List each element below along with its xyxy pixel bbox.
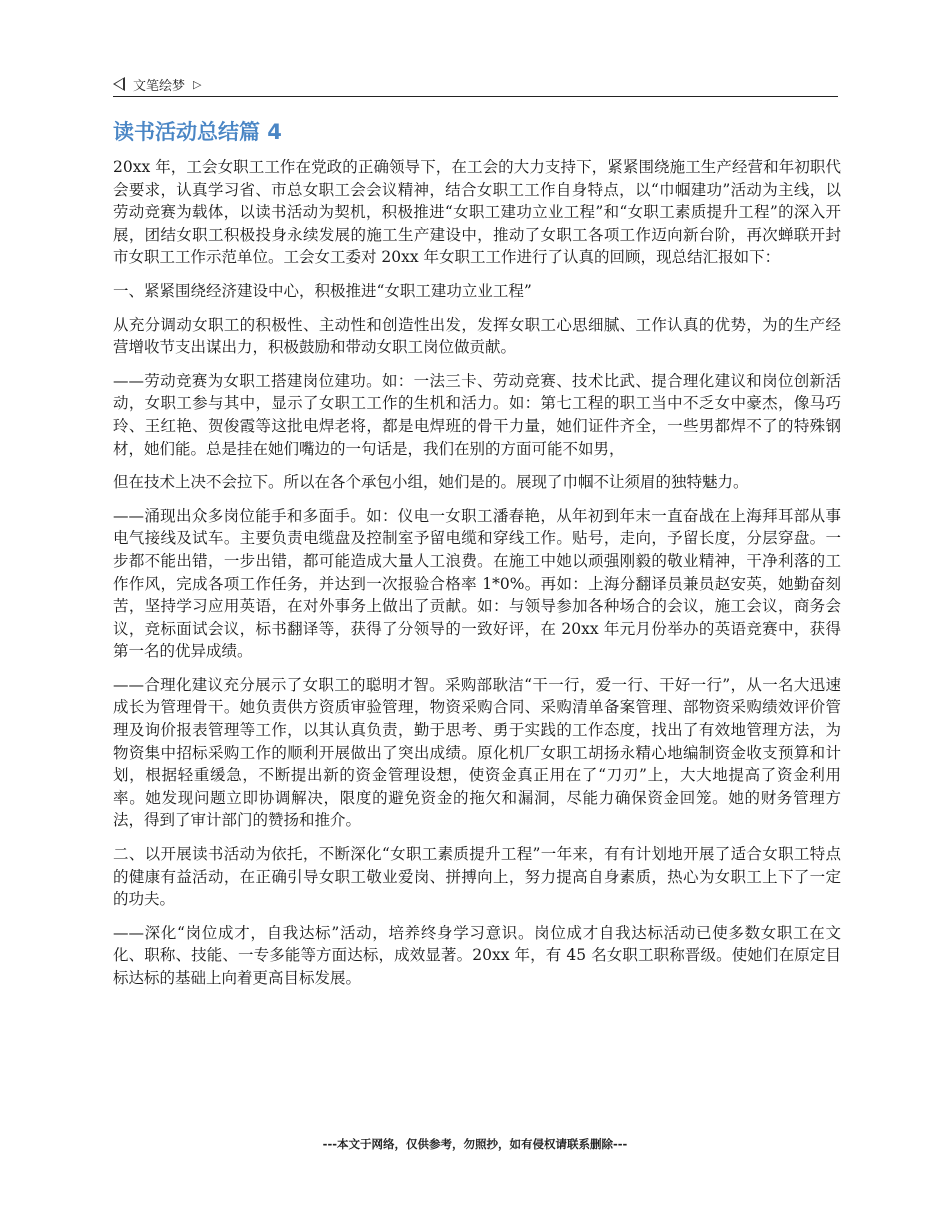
paragraph: 但在技术上决不会拉下。所以在各个承包小组，她们是的。展现了巾帼不让须眉的独特魅力。 xyxy=(113,473,749,492)
triangle-right-icon: ▷ xyxy=(193,77,202,91)
paragraph: ——劳动竞赛为女职工搭建岗位建功。如：一法三卡、劳动竞赛、技术比武、提合理化建议和岗位创新活动，女职工参与其中，显示了女职工工作的生机和活力。如：第七工程的职工当中不乏女中豪杰，像马巧玲、王红艳、贺俊霞等这批电焊老将，都是电焊班的骨干力量，她们证件齐全，一些男都焊不了的特殊钢材，她们能。总是挂在她们嘴边的一句话是，我们在别的方面可能不如男， xyxy=(113,371,841,458)
paragraph: 从充分调动女职工的积极性、主动性和创造性出发，发挥女职工心思细腻、工作认真的优势，为的生产经营增收节支出谋出力，积极鼓励和带动女职工岗位做贡献。 xyxy=(113,315,841,357)
paragraph: 20xx 年，工会女职工工作在党政的正确领导下，在工会的大力支持下，紧紧围绕施工生产经营和年初职代会要求，认真学习省、市总女职工会会议精神，结合女职工工作自身特点，以“巾帼建功”活动为主线，以劳动竞赛为载体，以读书活动为契机，积极推进“女职工建功立业工程”和“女职工素质提升工程”的深入开展，团结女职工积极投身永续发展的施工生产建设中，推动了女职工各项工作迈向新台阶，再次蝉联开封市女职工工作示范单位。工会女工委对 20xx 年女职工工作进行了认真的回顾，现总结汇报如下： xyxy=(113,158,841,267)
section-heading: 一、紧紧围绕经济建设中心，积极推进“女职工建功立业工程” xyxy=(113,281,532,300)
page-header xyxy=(113,72,838,97)
paragraph: ——涌现出众多岗位能手和多面手。如：仪电一女职工潘春艳，从年初到年末一直奋战在上海拜耳部从事电气接线及试车。主要负责电缆盘及控制室予留电缆和穿线工作。贴号，走向，予留长度，分层穿盘。一步都不能出错，一步出错，都可能造成大量人工浪费。在施工中她以顽强刚毅的敬业精神，干净利落的工作作风，完成各项工作任务，并达到一次报验合格率 1*0%。再如：上海分翻译员兼员赵安英，她勤奋刻苦，坚持学习应用英语，在对外事务上做出了贡献。如：与领导参加各种场合的会议，施工会议，商务会议，竞标面试会议，标书翻译等，获得了分领导的一致好评，在 20xx 年元月份举办的英语竞赛中，获得第一名的优异成绩。 xyxy=(113,506,841,661)
page-footer: ---本文于网络，仅供参考，勿照抄，如有侵权请联系删除--- xyxy=(322,1137,628,1151)
triangle-left-icon xyxy=(113,77,125,91)
brand-name: 文笔绘梦 xyxy=(133,78,186,94)
paragraph: ——合理化建议充分展示了女职工的聪明才智。采购部耿洁“干一行，爱一行、干好一行”，从一名大迅速成长为管理骨干。她负责供方资质审验管理，物资采购合同、采购清单备案管理、部物资采购绩效评价管理及询价报表管理等工作，以其认真负责，勤于思考、勇于实践的工作态度，找出了有效地管理方法，为物资集中招标采购工作的顺利开展做出了突出成绩。原化机厂女职工胡扬永精心地编制资金收支预算和计划，根据轻重缓急，不断提出新的资金管理设想，使资金真正用在了“刀刃”上，大大地提高了资金利用率。她发现问题立即协调解决，限度的避免资金的拖欠和漏洞，尽能力确保资金回笼。她的财务管理方法，得到了审计部门的赞扬和推介。 xyxy=(113,675,841,830)
document-title: 读书活动总结篇 4 xyxy=(113,120,282,144)
section-heading: 二、以开展读书活动为依托，不断深化“女职工素质提升工程”一年来，有有计划地开展了适合女职工特点的健康有益活动，在正确引导女职工敬业爱岗、拼搏向上，努力提高自身素质，热心为女职工上下了一定的功夫。 xyxy=(113,845,841,909)
document-body xyxy=(113,156,841,1001)
paragraph: ——深化“岗位成才，自我达标”活动，培养终身学习意识。岗位成才自我达标活动已使多数女职工在文化、职称、技能、一专多能等方面达标，成效显著。20xx 年，有 45 名女职工职称晋级。使她们在原定目标达标的基础上向着更高目标发展。 xyxy=(113,923,841,987)
